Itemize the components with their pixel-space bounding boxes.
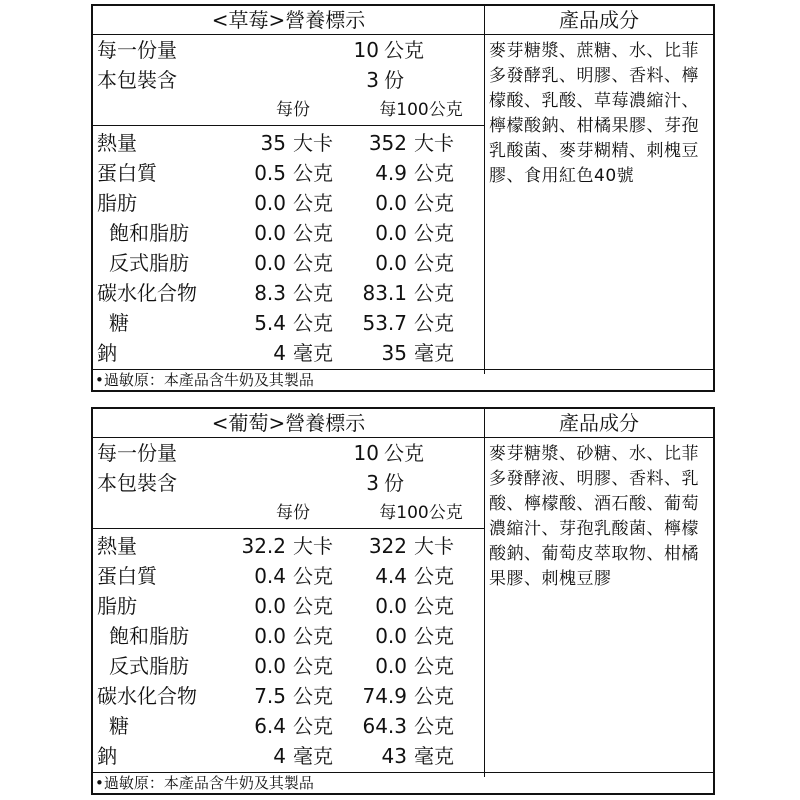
per-serving-unit: 公克 [293, 281, 333, 305]
per-100g-value: 74.9 [362, 684, 407, 708]
per-100g-value: 0.0 [375, 654, 407, 678]
nutrient-label: 糖 [109, 714, 129, 738]
per-serving-value: 5.4 [254, 311, 286, 335]
nutrient-row [93, 218, 484, 248]
per-serving-unit: 公克 [293, 594, 333, 618]
per-100g-value: 0.0 [375, 221, 407, 245]
nutrient-label: 鈉 [97, 341, 117, 365]
servings-value: 3 [366, 471, 379, 495]
col-per-100g: 每100公克 [379, 100, 463, 120]
per-100g-unit: 毫克 [414, 744, 454, 768]
panel-title: <葡萄>營養標示 [93, 409, 484, 438]
col-per-serving: 每份 [276, 503, 310, 523]
serving-size-unit: 公克 [384, 38, 424, 62]
per-100g-unit: 大卡 [414, 534, 454, 558]
per-100g-value: 64.3 [362, 714, 407, 738]
nutrition-panel-strawberry [91, 4, 715, 392]
per-100g-value: 4.9 [375, 161, 407, 185]
per-100g-unit: 公克 [414, 564, 454, 588]
per-serving-unit: 毫克 [293, 341, 333, 365]
nutrition-facts [93, 6, 485, 374]
ingredients-text: 麥芽糖漿、砂糖、水、比菲多發酵液、明膠、香料、乳酸、檸檬酸、酒石酸、葡萄濃縮汁、芽孢乳酸菌、檸檬酸鈉、葡萄皮萃取物、柑橘果膠、刺槐豆膠 [489, 444, 699, 589]
per-100g-unit: 大卡 [414, 131, 454, 155]
nutrition-panel-grape [91, 407, 715, 795]
per-100g-unit: 公克 [414, 281, 454, 305]
per-100g-value: 43 [381, 744, 407, 768]
serving-size-row [93, 438, 484, 468]
per-100g-unit: 公克 [414, 221, 454, 245]
per-serving-unit: 公克 [293, 654, 333, 678]
serving-size-unit: 公克 [384, 441, 424, 465]
nutrient-row [93, 681, 484, 711]
per-serving-value: 0.0 [254, 191, 286, 215]
allergen-note: •過敏原：本產品含牛奶及其製品 [93, 369, 713, 390]
ingredients-section [485, 6, 713, 374]
nutrient-label: 反式脂肪 [109, 654, 189, 678]
ingredients-text: 麥芽糖漿、蔗糖、水、比菲多發酵乳、明膠、香料、檸檬酸、乳酸、草莓濃縮汁、檸檬酸鈉、柑橘果膠、芽孢乳酸菌、麥芽糊精、刺槐豆膠、食用紅色40號 [489, 41, 699, 186]
per-100g-unit: 毫克 [414, 341, 454, 365]
nutrient-label: 鈉 [97, 744, 117, 768]
nutrient-row [93, 621, 484, 651]
per-100g-unit: 公克 [414, 714, 454, 738]
nutrient-row [93, 338, 484, 368]
servings-row [93, 468, 484, 498]
nutrient-row [93, 128, 484, 158]
per-serving-value: 8.3 [254, 281, 286, 305]
column-header-row [93, 95, 484, 126]
per-100g-unit: 公克 [414, 684, 454, 708]
serving-size-row [93, 35, 484, 65]
nutrient-row [93, 278, 484, 308]
per-serving-unit: 公克 [293, 624, 333, 648]
per-serving-value: 0.0 [254, 594, 286, 618]
nutrient-label: 蛋白質 [97, 161, 157, 185]
per-serving-unit: 公克 [293, 684, 333, 708]
per-serving-value: 0.4 [254, 564, 286, 588]
per-serving-value: 0.0 [254, 221, 286, 245]
per-100g-value: 53.7 [362, 311, 407, 335]
per-serving-unit: 公克 [293, 564, 333, 588]
per-100g-value: 35 [381, 341, 407, 365]
nutrient-list [93, 126, 484, 368]
per-serving-value: 0.0 [254, 624, 286, 648]
servings-label: 本包裝含 [97, 68, 177, 92]
per-100g-unit: 公克 [414, 251, 454, 275]
serving-size-label: 每一份量 [97, 38, 177, 62]
nutrient-row [93, 248, 484, 278]
nutrient-label: 蛋白質 [97, 564, 157, 588]
nutrient-label: 熱量 [97, 131, 137, 155]
per-serving-unit: 公克 [293, 714, 333, 738]
per-serving-value: 0.0 [254, 654, 286, 678]
nutrient-row [93, 591, 484, 621]
per-100g-value: 0.0 [375, 191, 407, 215]
nutrient-list [93, 529, 484, 771]
per-100g-value: 0.0 [375, 594, 407, 618]
nutrient-row [93, 561, 484, 591]
per-serving-unit: 公克 [293, 161, 333, 185]
servings-value: 3 [366, 68, 379, 92]
per-100g-unit: 公克 [414, 191, 454, 215]
nutrient-row [93, 651, 484, 681]
nutrient-row [93, 188, 484, 218]
column-header-row [93, 498, 484, 529]
per-serving-unit: 毫克 [293, 744, 333, 768]
nutrient-label: 碳水化合物 [97, 684, 197, 708]
panel-title: <草莓>營養標示 [93, 6, 484, 35]
per-100g-value: 322 [368, 534, 407, 558]
per-serving-value: 32.2 [241, 534, 286, 558]
per-100g-unit: 公克 [414, 624, 454, 648]
ingredients-title: 產品成分 [485, 6, 713, 35]
col-per-100g: 每100公克 [379, 503, 463, 523]
per-serving-unit: 公克 [293, 191, 333, 215]
ingredients-section [485, 409, 713, 777]
per-100g-value: 0.0 [375, 624, 407, 648]
per-100g-value: 352 [368, 131, 407, 155]
per-serving-value: 7.5 [254, 684, 286, 708]
nutrient-label: 碳水化合物 [97, 281, 197, 305]
per-100g-unit: 公克 [414, 161, 454, 185]
serving-size-label: 每一份量 [97, 441, 177, 465]
per-100g-unit: 公克 [414, 654, 454, 678]
nutrient-row [93, 741, 484, 771]
nutrient-label: 脂肪 [97, 191, 137, 215]
per-serving-value: 35 [260, 131, 286, 155]
per-100g-value: 83.1 [362, 281, 407, 305]
nutrient-row [93, 531, 484, 561]
servings-unit: 份 [384, 471, 404, 495]
nutrient-label: 熱量 [97, 534, 137, 558]
nutrient-label: 飽和脂肪 [109, 221, 189, 245]
per-serving-value: 4 [273, 341, 286, 365]
nutrient-label: 糖 [109, 311, 129, 335]
per-serving-unit: 大卡 [293, 534, 333, 558]
allergen-note: •過敏原：本產品含牛奶及其製品 [93, 772, 713, 793]
per-serving-value: 6.4 [254, 714, 286, 738]
ingredients-title: 產品成分 [485, 409, 713, 438]
nutrient-row [93, 308, 484, 338]
nutrition-facts [93, 409, 485, 777]
per-100g-value: 4.4 [375, 564, 407, 588]
per-serving-value: 4 [273, 744, 286, 768]
per-100g-value: 0.0 [375, 251, 407, 275]
serving-size-value: 10 [353, 38, 379, 62]
nutrient-label: 飽和脂肪 [109, 624, 189, 648]
per-100g-unit: 公克 [414, 594, 454, 618]
serving-size-value: 10 [353, 441, 379, 465]
nutrient-row [93, 711, 484, 741]
nutrient-row [93, 158, 484, 188]
servings-label: 本包裝含 [97, 471, 177, 495]
per-serving-value: 0.0 [254, 251, 286, 275]
per-serving-unit: 大卡 [293, 131, 333, 155]
per-serving-unit: 公克 [293, 251, 333, 275]
nutrient-label: 反式脂肪 [109, 251, 189, 275]
per-serving-unit: 公克 [293, 221, 333, 245]
servings-unit: 份 [384, 68, 404, 92]
per-100g-unit: 公克 [414, 311, 454, 335]
nutrient-label: 脂肪 [97, 594, 137, 618]
servings-row [93, 65, 484, 95]
per-serving-value: 0.5 [254, 161, 286, 185]
col-per-serving: 每份 [276, 100, 310, 120]
per-serving-unit: 公克 [293, 311, 333, 335]
